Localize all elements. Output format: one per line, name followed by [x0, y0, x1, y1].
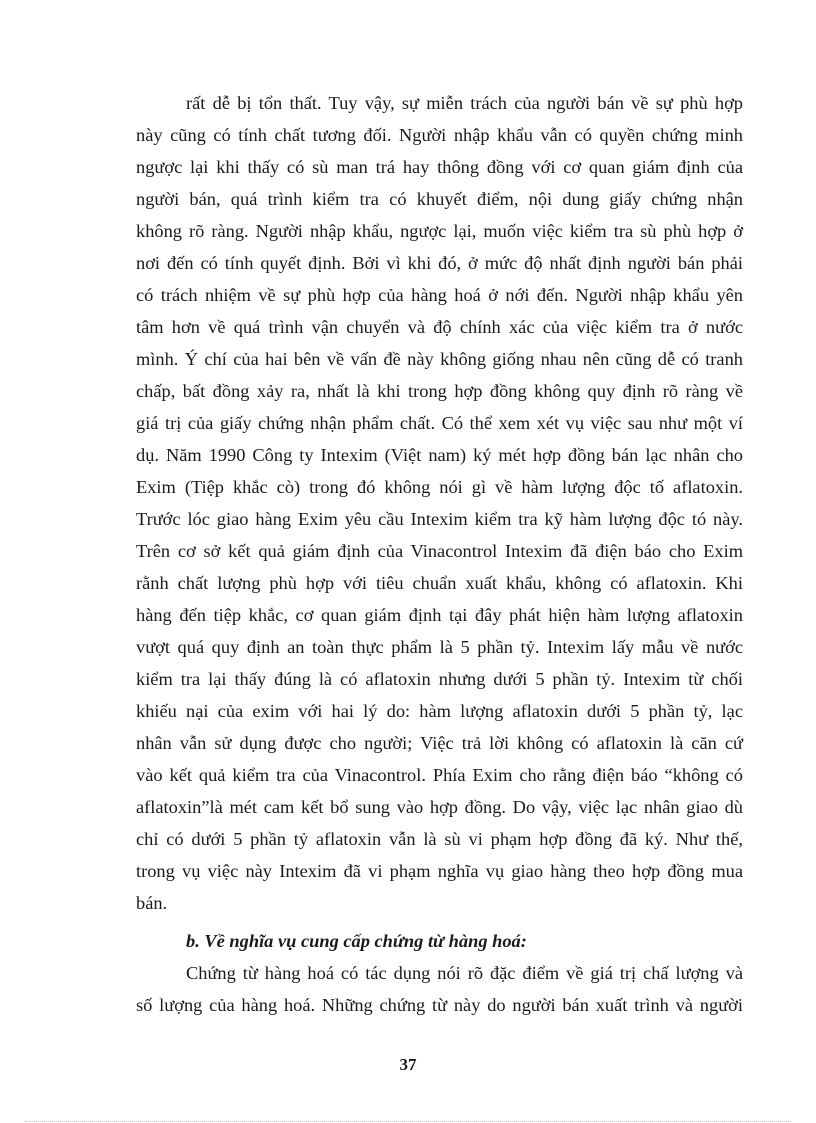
paragraph-line: bán.: [136, 893, 168, 913]
page-bottom-divider: [25, 1121, 791, 1122]
paragraph-line: Trên cơ sở kết quả giám định của Vinacontrol Intexim đã điện báo cho Exim: [136, 541, 743, 561]
paragraph-line: ngược lại khi thấy có sù man trá hay thông đồng với cơ quan giám định của: [136, 157, 743, 177]
paragraph-line: Trước lóc giao hàng Exim yêu cầu Intexim kiểm tra kỹ hàm lượng độc tó này.: [136, 509, 743, 529]
paragraph-line: Chứng từ hàng hoá có tác dụng nói rõ đặc điểm về giá trị chấ lượng và: [186, 963, 743, 983]
paragraph-line: dụ. Năm 1990 Công ty Intexim (Việt nam) ký mét hợp đồng bán lạc nhân cho: [136, 445, 743, 465]
paragraph-line: Exim (Tiệp khắc cò) trong đó không nói gì về hàm lượng độc tố aflatoxin.: [136, 477, 743, 497]
paragraph-line: rằnh chất lượng phù hợp với tiêu chuẩn xuất khẩu, không có aflatoxin. Khi: [136, 573, 743, 593]
paragraph-line: kiểm tra lại thấy đúng là có aflatoxin nhưng dưới 5 phần tỷ. Intexim từ chối: [136, 669, 743, 689]
paragraph-line: không rõ ràng. Người nhập khẩu, ngược lại, muốn việc kiểm tra sù phù hợp ở: [136, 221, 743, 241]
paragraph-line: có trách nhiệm về sự phù hợp của hàng hoá ở nới đến. Người nhập khẩu yên: [136, 285, 743, 305]
paragraph-line: trong vụ việc này Intexim đã vi phạm nghĩa vụ giao hàng theo hợp đồng mua: [136, 861, 743, 881]
paragraph-line: khiếu nại của exim với hai lý do: hàm lượng aflatoxin dưới 5 phần tỷ, lạc: [136, 701, 743, 721]
paragraph-line: chấp, bất đồng xảy ra, nhất là khi trong hợp đồng không quy định rõ ràng về: [136, 381, 743, 401]
paragraph-line: mình. Ý chí của hai bên về vấn đề này không giống nhau nên cũng dễ có tranh: [136, 349, 743, 369]
paragraph-line: aflatoxin”là mét cam kết bổ sung vào hợp đồng. Do vậy, việc lạc nhân giao dù: [136, 797, 743, 817]
paragraph-line: người bán, quá trình kiểm tra có khuyết điểm, nội dung giấy chứng nhận: [136, 189, 743, 209]
paragraph-line: vào kết quả kiểm tra của Vinacontrol. Phía Exim cho rằng điện báo “không có: [136, 765, 743, 785]
paragraph-line: giá trị của giấy chứng nhận phẩm chất. Có thể xem xét vụ việc sau như một ví: [136, 413, 743, 433]
paragraph-line: nhân vẫn sử dụng được cho người; Việc trả lời không có aflatoxin là căn cứ: [136, 733, 743, 753]
paragraph-line: này cũng có tính chất tương đối. Người nhập khẩu vẫn có quyền chứng minh: [136, 125, 743, 145]
paragraph-line: chỉ có dưới 5 phần tỷ aflatoxin vẫn là sù vi phạm hợp đồng đã ký. Như thế,: [136, 829, 743, 849]
paragraph-line: nơi đến có tính quyết định. Bởi vì khi đó, ở mức độ nhất định người bán phải: [136, 253, 743, 273]
paragraph-line: tâm hơn về quá trình vận chuyển và độ chính xác của việc kiểm tra ở nước: [136, 317, 743, 337]
paragraph-line: rất dễ bị tổn thất. Tuy vậy, sự miễn trách của người bán về sự phù hợp: [186, 93, 743, 113]
section-heading: b. Về nghĩa vụ cung cấp chứng từ hàng hoá:: [186, 931, 527, 951]
paragraph-line: số lượng của hàng hoá. Những chứng từ này do người bán xuất trình và người: [136, 995, 743, 1015]
paragraph-line: hàng đến tiệp khắc, cơ quan giám định tại đây phát hiện hàm lượng aflatoxin: [136, 605, 743, 625]
page-number: 37: [399, 1055, 417, 1074]
paragraph-line: vượt quá quy định an toàn thực phẩm là 5 phần tỷ. Intexim lấy mẫu về nước: [136, 637, 743, 657]
